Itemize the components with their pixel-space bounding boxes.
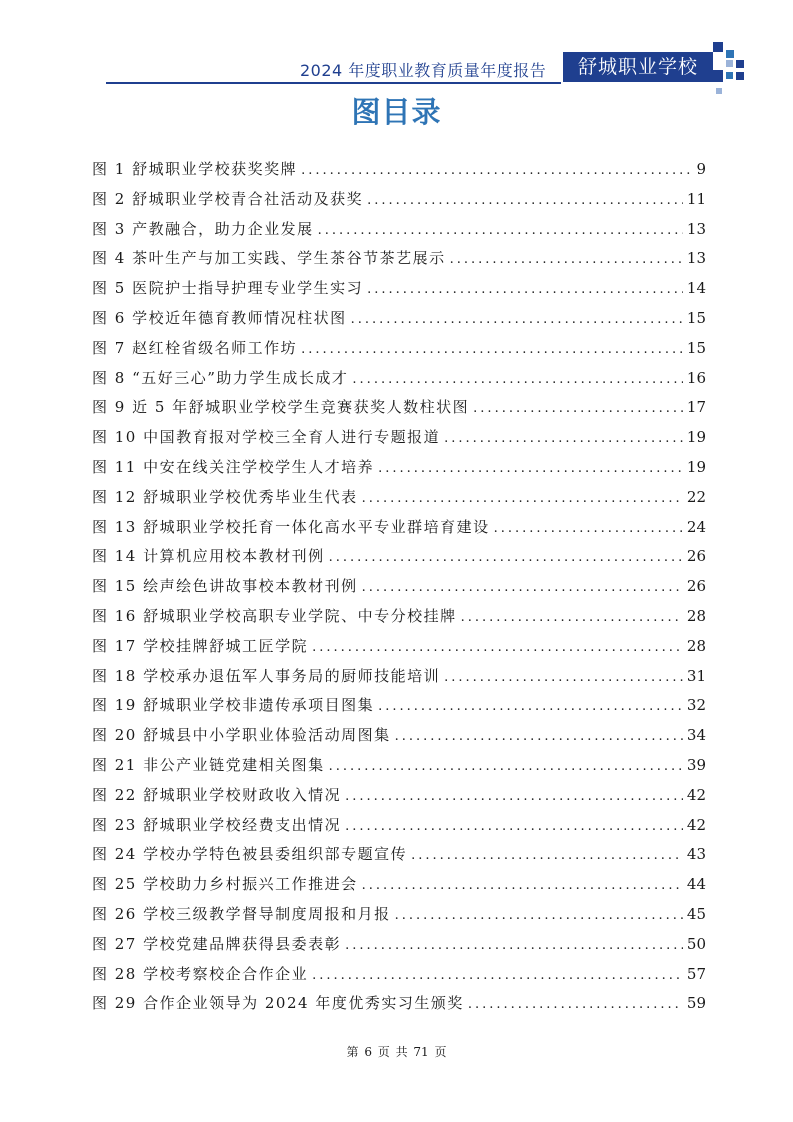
figure-list-item[interactable] (92, 572, 706, 602)
figure-list-item[interactable] (92, 453, 706, 483)
page-footer: 第 6 页 共 71 页 (346, 1045, 447, 1059)
page-number: 44 (686, 875, 706, 894)
page-number: 31 (686, 666, 706, 685)
figure-caption: 图 22 舒城职业学校财政收入情况 (92, 785, 342, 804)
figure-caption: 图 27 学校党建品牌获得县委表彰 (92, 934, 342, 953)
dot-leader (461, 603, 683, 633)
logo-square (726, 60, 733, 67)
page-number: 50 (686, 934, 706, 953)
dot-leader (473, 394, 683, 424)
dot-leader (367, 275, 683, 305)
figure-caption: 图 8 “五好三心”助力学生成长成才 (92, 368, 349, 387)
header-bar-end (713, 70, 723, 82)
dot-leader (312, 633, 683, 663)
page-number: 28 (686, 636, 706, 655)
figure-list-item[interactable] (92, 274, 706, 304)
page-number: 19 (686, 457, 706, 476)
dot-leader (301, 156, 692, 186)
dot-leader (345, 812, 683, 842)
figure-list-item[interactable] (92, 811, 706, 841)
page-number: 34 (686, 726, 706, 745)
figure-list-item[interactable] (92, 602, 706, 632)
page-number: 28 (686, 606, 706, 625)
page-number: 11 (686, 189, 706, 208)
figure-caption: 图 3 产教融合，助力企业发展 (92, 219, 314, 238)
figure-caption: 图 25 学校助力乡村振兴工作推进会 (92, 875, 358, 894)
figure-caption: 图 23 舒城职业学校经费支出情况 (92, 815, 342, 834)
logo-square (736, 72, 744, 80)
figure-caption: 图 7 赵红栓省级名师工作坊 (92, 338, 298, 357)
figure-caption: 图 18 学校承办退伍军人事务局的厨师技能培训 (92, 666, 441, 685)
page-number: 43 (686, 845, 706, 864)
logo-square (726, 72, 733, 79)
school-name-badge: 舒城职业学校 (563, 52, 713, 82)
dot-leader (411, 841, 683, 871)
page-number: 17 (686, 398, 706, 417)
page-title: 图目录 (351, 95, 442, 129)
figure-list-item[interactable] (92, 155, 706, 185)
figure-list-item[interactable] (92, 960, 706, 990)
page-number: 16 (686, 368, 706, 387)
dot-leader (367, 186, 683, 216)
dot-leader (312, 961, 683, 991)
header-rule (106, 82, 561, 84)
figure-list-item[interactable] (92, 721, 706, 751)
figure-caption: 图 11 中安在线关注学校学生人才培养 (92, 457, 375, 476)
figure-list-item[interactable] (92, 900, 706, 930)
dot-leader (494, 514, 683, 544)
figure-list-item[interactable] (92, 542, 706, 572)
dot-leader (378, 692, 683, 722)
page-number: 42 (686, 815, 706, 834)
page-number: 22 (686, 487, 706, 506)
figure-caption: 图 21 非公产业链党建相关图集 (92, 755, 325, 774)
figure-caption: 图 12 舒城职业学校优秀毕业生代表 (92, 487, 358, 506)
page-number: 13 (686, 249, 706, 268)
figure-list-item[interactable] (92, 423, 706, 453)
figure-caption: 图 5 医院护士指导护理专业学生实习 (92, 279, 364, 298)
figure-caption: 图 6 学校近年德育教师情况柱状图 (92, 308, 347, 327)
figure-caption: 图 1 舒城职业学校获奖奖牌 (92, 160, 298, 178)
page-number: 32 (686, 696, 706, 715)
logo-square (726, 50, 734, 58)
figure-list-item[interactable] (92, 930, 706, 960)
dot-leader (362, 484, 683, 514)
figure-caption: 图 9 近 5 年舒城职业学校学生竞赛获奖人数柱状图 (92, 398, 470, 417)
dot-leader (450, 245, 683, 275)
figure-caption: 图 16 舒城职业学校高职专业学院、中专分校挂牌 (92, 606, 457, 625)
figure-list-item[interactable] (92, 840, 706, 870)
figure-caption: 图 14 计算机应用校本教材刊例 (92, 547, 325, 566)
figure-caption: 图 20 舒城县中小学职业体验活动周图集 (92, 726, 391, 745)
figure-list-item[interactable] (92, 304, 706, 334)
figure-list-item[interactable] (92, 483, 706, 513)
dot-leader (362, 573, 683, 603)
page-number: 24 (686, 517, 706, 536)
figure-list-item[interactable] (92, 244, 706, 274)
figure-list-item[interactable] (92, 513, 706, 543)
figure-caption: 图 24 学校办学特色被县委组织部专题宣传 (92, 845, 408, 864)
figure-list-item[interactable] (92, 662, 706, 692)
page-number: 15 (686, 338, 706, 357)
dot-leader (351, 305, 683, 335)
dot-leader (362, 871, 683, 901)
figure-list-item[interactable] (92, 870, 706, 900)
figure-caption: 图 19 舒城职业学校非遗传承项目图集 (92, 696, 375, 715)
figure-list-item[interactable] (92, 751, 706, 781)
page-number: 15 (686, 308, 706, 327)
figure-list-item[interactable] (92, 632, 706, 662)
figure-caption: 图 26 学校三级教学督导制度周报和月报 (92, 904, 391, 923)
page-number: 13 (686, 219, 706, 238)
logo-square (713, 42, 723, 52)
figure-list-item[interactable] (92, 185, 706, 215)
figure-caption: 图 15 绘声绘色讲故事校本教材刊例 (92, 577, 358, 596)
figure-list-item[interactable] (92, 781, 706, 811)
page-number: 26 (686, 577, 706, 596)
dot-leader (345, 931, 683, 961)
dot-leader (378, 454, 683, 484)
page-number: 42 (686, 785, 706, 804)
figure-list-item[interactable] (92, 691, 706, 721)
figure-caption: 图 17 学校挂牌舒城工匠学院 (92, 636, 309, 655)
page-number: 26 (686, 547, 706, 566)
dot-leader (329, 543, 683, 573)
figure-list-item[interactable] (92, 364, 706, 394)
dot-leader (395, 901, 683, 931)
figure-list-item[interactable] (92, 334, 706, 364)
figure-caption: 图 29 合作企业领导为 2024 年度优秀实习生颁奖 (92, 994, 464, 1013)
figure-caption: 图 28 学校考察校企合作企业 (92, 964, 309, 983)
figure-caption: 图 4 茶叶生产与加工实践、学生茶谷节茶艺展示 (92, 249, 446, 268)
figure-list-item[interactable] (92, 989, 706, 1019)
dot-leader (444, 424, 683, 454)
dot-leader (352, 365, 682, 395)
page-number: 19 (686, 428, 706, 447)
page-number: 14 (686, 279, 706, 298)
logo-square (736, 60, 744, 68)
page-number: 57 (686, 964, 706, 983)
dot-leader (468, 990, 683, 1020)
dot-leader (329, 752, 683, 782)
dot-leader (444, 663, 683, 693)
page-number: 45 (686, 904, 706, 923)
dot-leader (301, 335, 683, 365)
figure-list (92, 155, 706, 1019)
dot-leader (345, 782, 683, 812)
page-number: 9 (696, 160, 706, 178)
dot-leader (395, 722, 683, 752)
page-number: 59 (686, 994, 706, 1013)
dot-leader (318, 216, 683, 246)
report-title: 2024 年度职业教育质量年度报告 (300, 61, 547, 80)
figure-list-item[interactable] (92, 393, 706, 423)
figure-caption: 图 2 舒城职业学校青合社活动及获奖 (92, 189, 364, 208)
figure-list-item[interactable] (92, 215, 706, 245)
figure-caption: 图 13 舒城职业学校托育一体化高水平专业群培育建设 (92, 517, 490, 536)
page-number: 39 (686, 755, 706, 774)
figure-caption: 图 10 中国教育报对学校三全育人进行专题报道 (92, 428, 441, 447)
